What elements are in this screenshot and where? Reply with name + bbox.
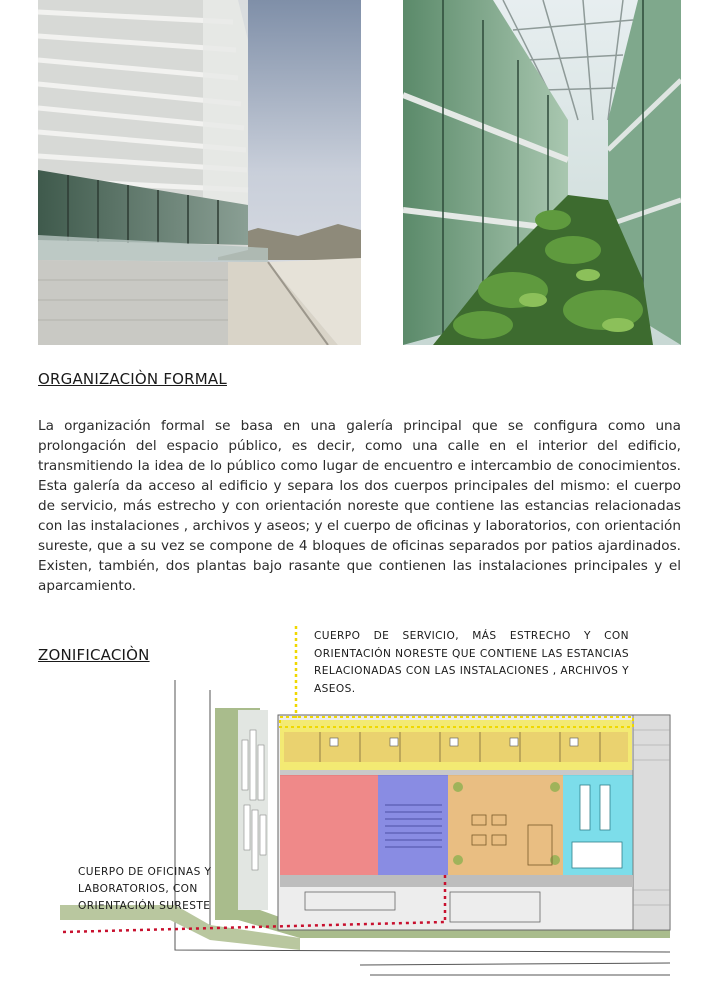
offices-body-annotation: CUERPO DE OFICINAS Y LABORATORIOS, CON ORIENTACIÓN SURESTE xyxy=(78,866,212,912)
service-body-annotation: CUERPO DE SERVICIO, MÁS ESTRECHO Y CON ORIENTACIÓN NORESTE QUE CONTIENE LAS ESTANCIAS RELACIONADAS CON LAS INSTALACIONES , ARCHIVOS Y ASEOS. xyxy=(314,630,629,695)
exterior-gallery-photo xyxy=(38,0,361,345)
interior-patio-photo xyxy=(403,0,681,345)
organization-paragraph: La organización formal se basa en una galería principal que se configura como una prolongación del espacio público, es decir, como una calle en el interior del edificio, transmitiendo la idea de lo público como lugar de encuentro e intercambio de conocimientos. Esta galería da acceso al edificio y separa los dos cuerpos principales del mismo: el cuerpo de servicio, más estrecho y con orientación noreste que contiene las estancias relacionadas con las instalaciones , archivos y aseos; y el cuerpo de oficinas y laboratorios, con orientación sureste, que a su vez se compone de 4 bloques de oficinas separados por patios ajardinados. Existen, también, dos plantas bajo rasante que contienen las instalaciones principales y el aparcamiento. xyxy=(38,418,681,594)
zoning-heading: ZONIFICACIÒN xyxy=(38,646,150,664)
organization-heading: ORGANIZACIÒN FORMAL xyxy=(38,370,227,388)
